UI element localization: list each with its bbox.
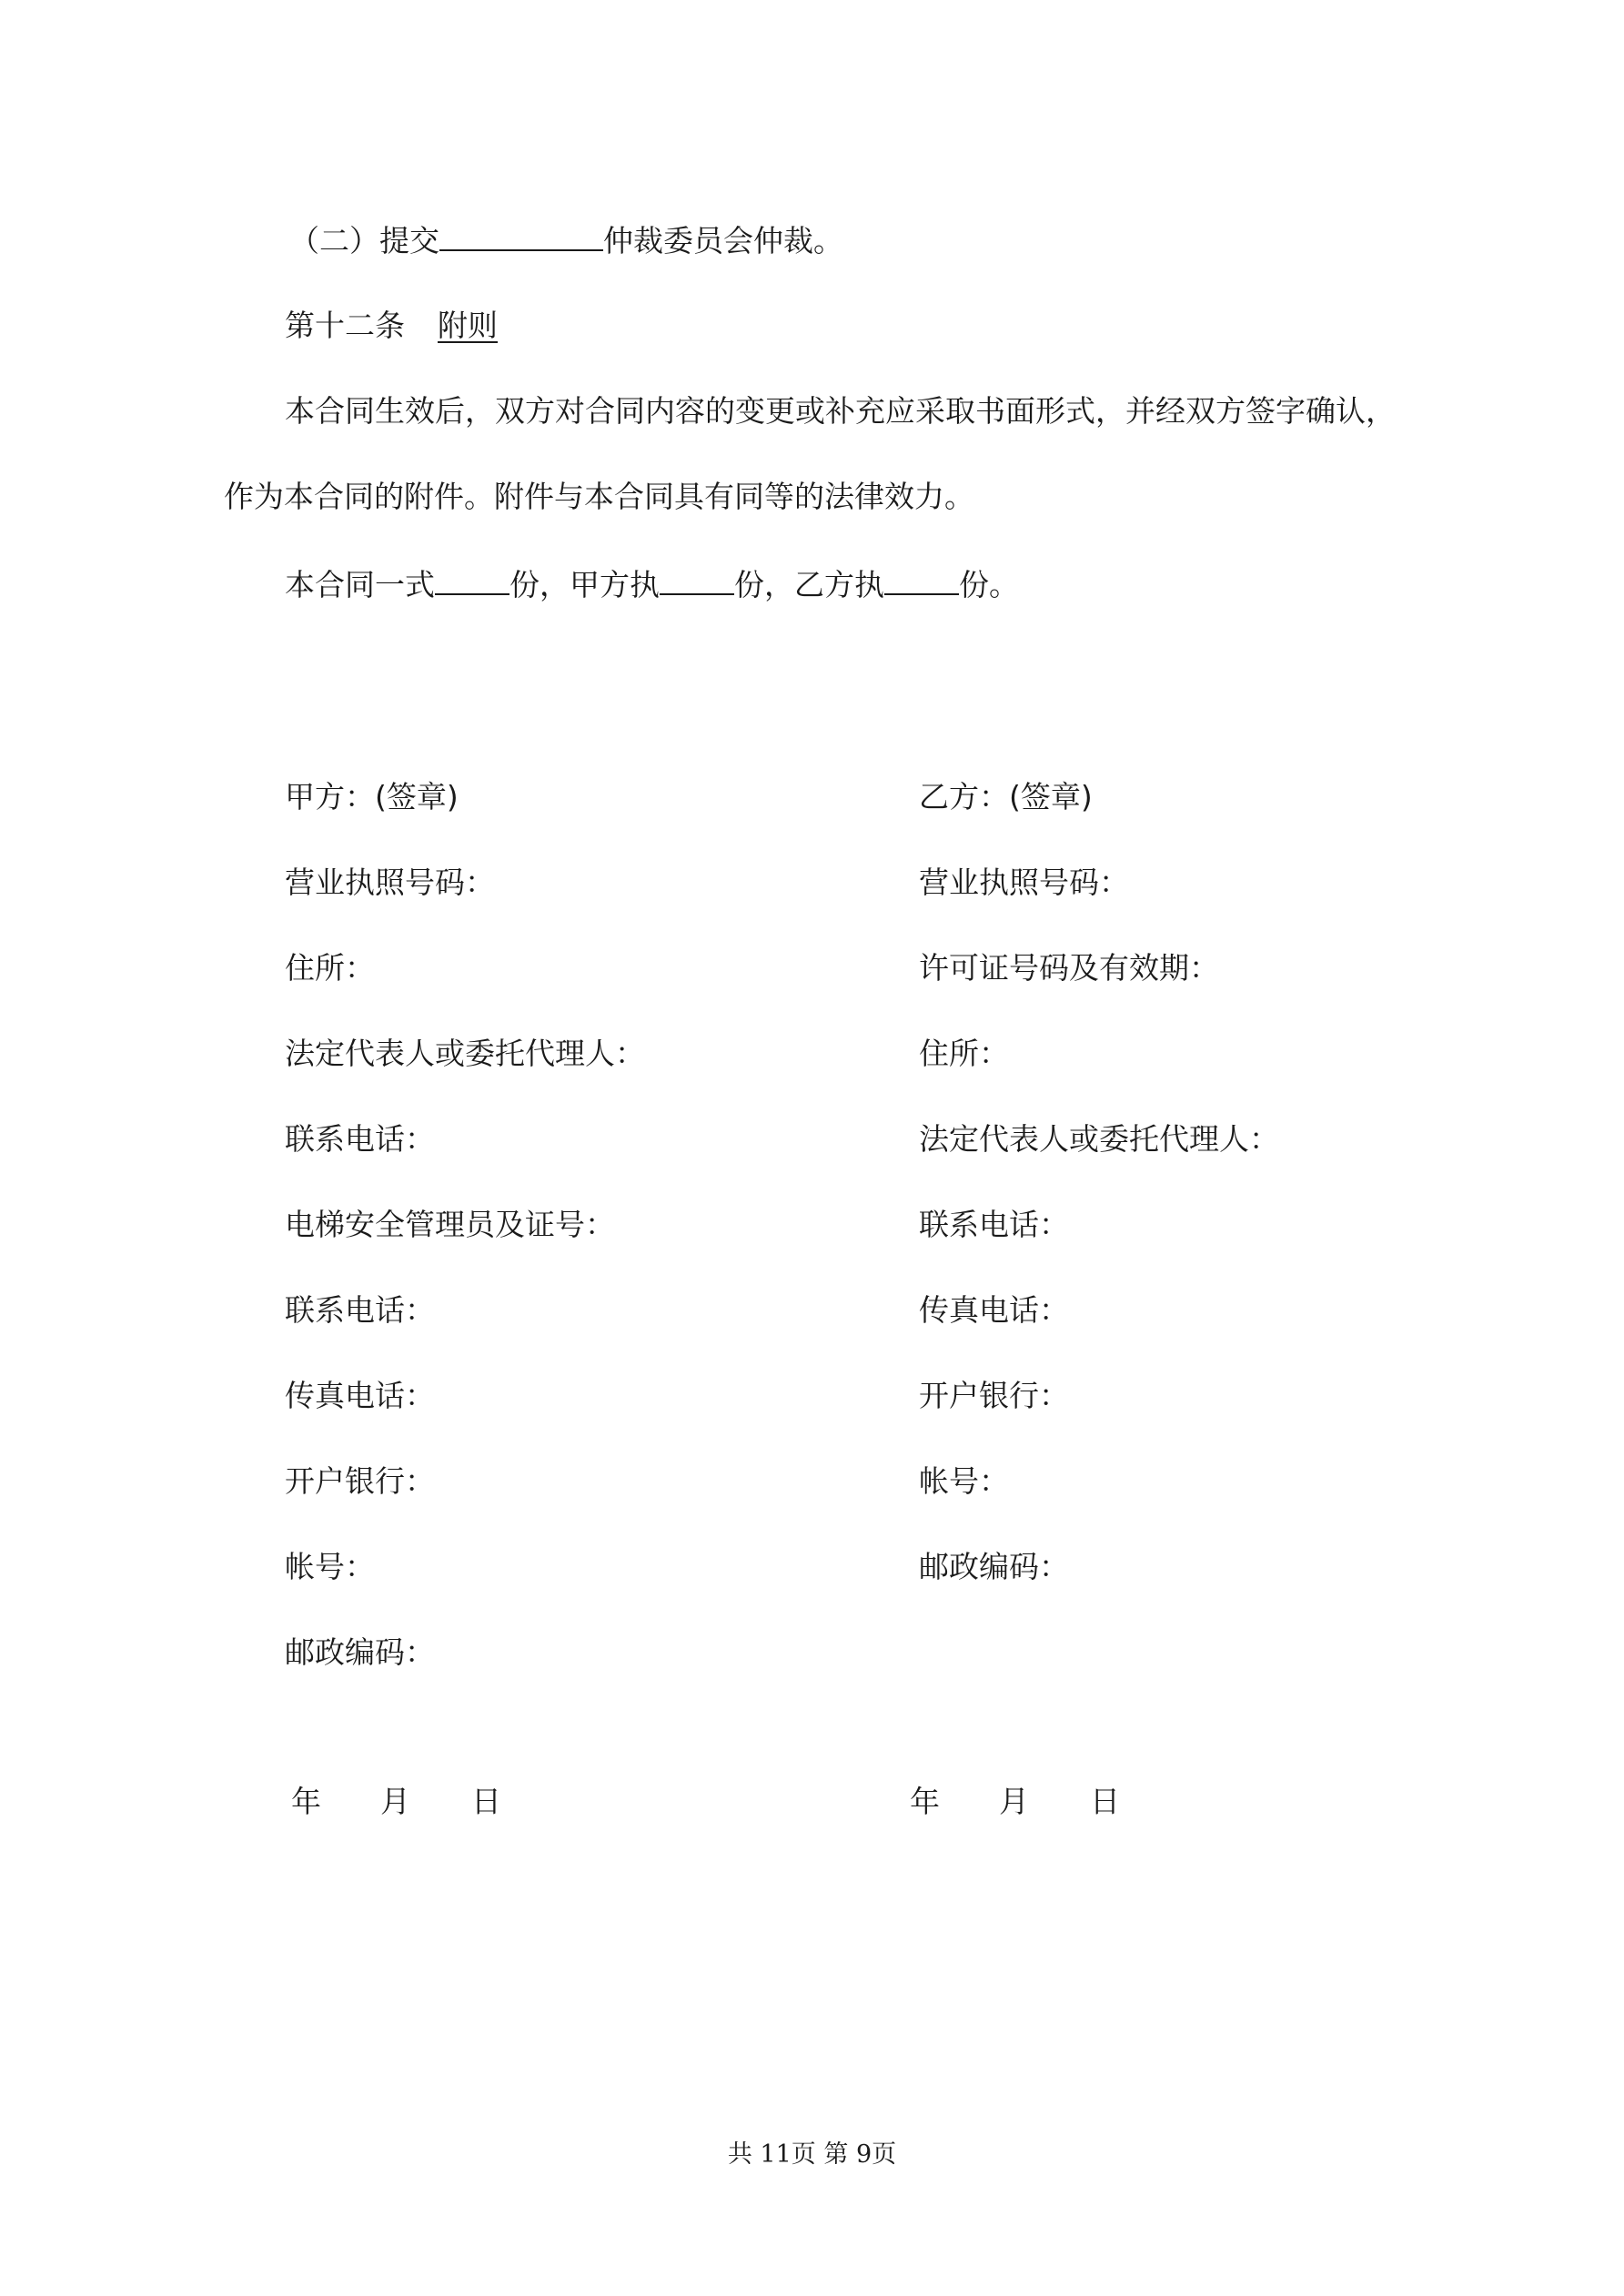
copies-part-1: 本合同一式: [285, 567, 435, 602]
arbitration-clause: [289, 218, 843, 261]
party-b-field: 开户银行：: [919, 1378, 1069, 1413]
party-b-date: [910, 1782, 1120, 1822]
party-a-date: [291, 1782, 501, 1822]
page-footer: 共 11页 第 9页: [727, 2140, 897, 2169]
party-a-field: 甲方：(签章): [285, 779, 459, 814]
party-b-field: 法定代表人或委托代理人：: [919, 1121, 1279, 1157]
party-a-field: 邮政编码：: [285, 1634, 435, 1670]
party-a-date-year: 年: [291, 1784, 321, 1819]
party-a-date-day: 日: [471, 1784, 501, 1819]
party-b-field: 帐号：: [919, 1463, 1009, 1499]
party-b-date-day: 日: [1090, 1784, 1120, 1819]
party-b-field: 联系电话：: [919, 1207, 1069, 1242]
party-b-field: 许可证号码及有效期：: [919, 950, 1219, 986]
party-a-field: 住所：: [285, 950, 375, 986]
party-b-field: 乙方：(签章): [919, 779, 1093, 814]
arbitration-suffix: 仲裁委员会仲裁。: [603, 223, 843, 258]
party-a-field: 帐号：: [285, 1549, 375, 1584]
arbitration-prefix: （二）提交: [289, 223, 439, 258]
party-b-field: 营业执照号码：: [919, 865, 1129, 900]
article-heading: [285, 306, 498, 346]
paragraph-line-2: 作为本合同的附件。附件与本合同具有同等的法律效力。: [224, 479, 974, 514]
party-a-field: 开户银行：: [285, 1463, 435, 1499]
party-b-field: 邮政编码：: [919, 1549, 1069, 1584]
article-title: 附则: [438, 308, 498, 343]
copies-part-2: 份，甲方执: [509, 567, 660, 602]
party-a-field: 电梯安全管理员及证号：: [285, 1207, 615, 1242]
party-a-field: 传真电话：: [285, 1378, 435, 1413]
party-b-field: 传真电话：: [919, 1292, 1069, 1328]
copies-part-4: 份。: [959, 567, 1019, 602]
copies-blank-party-b: [884, 562, 959, 595]
party-a-field: 联系电话：: [285, 1292, 435, 1328]
party-a-field: 法定代表人或委托代理人：: [285, 1036, 645, 1071]
copies-part-3: 份，乙方执: [734, 567, 884, 602]
party-a-field: 联系电话：: [285, 1121, 435, 1157]
party-b-date-year: 年: [910, 1784, 940, 1819]
article-number: 第十二条: [285, 308, 405, 343]
party-a-date-month: 月: [380, 1784, 410, 1819]
copies-blank-party-a: [660, 562, 734, 595]
party-b-date-month: 月: [999, 1784, 1029, 1819]
copies-clause: [285, 562, 1019, 605]
copies-blank-total: [435, 562, 509, 595]
arbitration-blank: [439, 218, 603, 251]
party-a-field: 营业执照号码：: [285, 865, 495, 900]
paragraph-line-1: 本合同生效后，双方对合同内容的变更或补充应采取书面形式，并经双方签字确认，: [285, 393, 1396, 429]
party-b-field: 住所：: [919, 1036, 1009, 1071]
